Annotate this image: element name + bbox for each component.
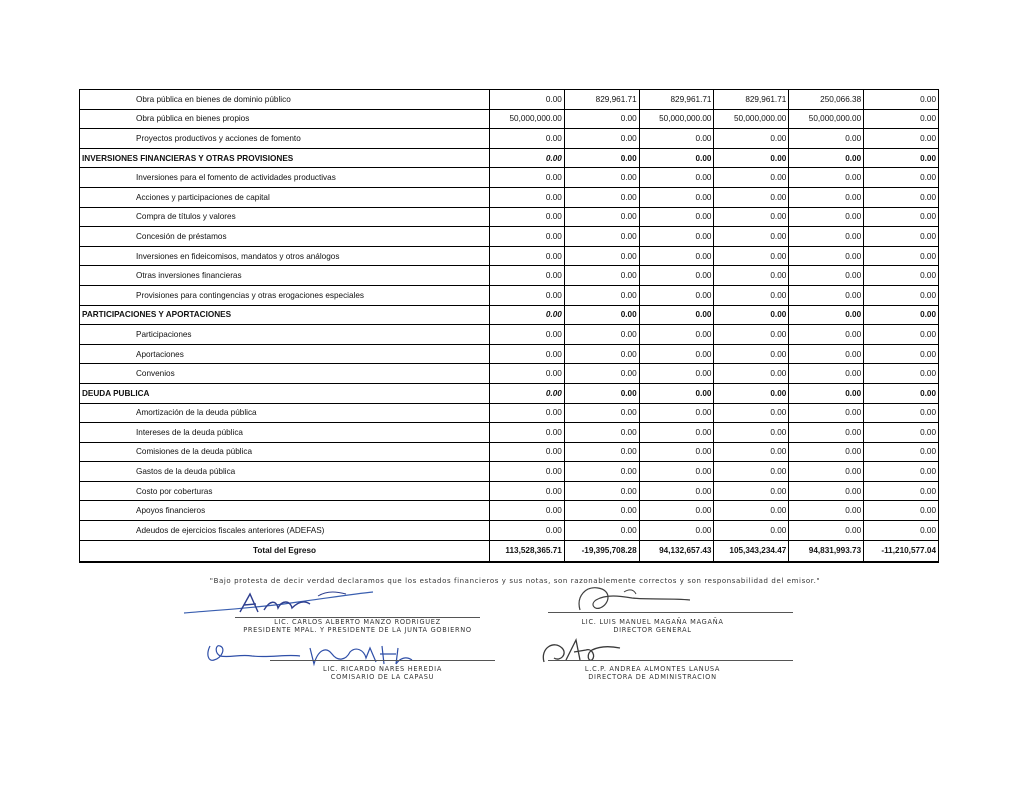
amount-cell: 0.00 xyxy=(864,344,939,364)
table-row xyxy=(80,285,939,305)
table-row xyxy=(80,501,939,521)
amount-cell: 0.00 xyxy=(789,227,864,247)
amount-cell: 0.00 xyxy=(490,364,565,384)
concept-cell: Amortización de la deuda pública xyxy=(80,403,490,423)
amount-cell: 0.00 xyxy=(789,364,864,384)
amount-cell: 0.00 xyxy=(639,187,714,207)
amount-cell: 0.00 xyxy=(639,227,714,247)
amount-cell: 0.00 xyxy=(564,423,639,443)
amount-cell: -11,210,577.04 xyxy=(864,540,939,562)
amount-cell: 0.00 xyxy=(639,325,714,345)
budget-table xyxy=(79,89,939,563)
table-row xyxy=(80,325,939,345)
amount-cell: 0.00 xyxy=(490,148,565,168)
amount-cell: 0.00 xyxy=(564,285,639,305)
amount-cell: 0.00 xyxy=(789,168,864,188)
amount-cell: 0.00 xyxy=(714,207,789,227)
amount-cell: -19,395,708.28 xyxy=(564,540,639,562)
amount-cell: 0.00 xyxy=(714,305,789,325)
table-row xyxy=(80,462,939,482)
concept-cell: Total del Egreso xyxy=(80,540,490,562)
amount-cell: 0.00 xyxy=(864,462,939,482)
amount-cell: 0.00 xyxy=(714,501,789,521)
concept-cell: INVERSIONES FINANCIERAS Y OTRAS PROVISIONES xyxy=(80,148,490,168)
table-row xyxy=(80,481,939,501)
amount-cell: 0.00 xyxy=(714,285,789,305)
amount-cell: 0.00 xyxy=(789,462,864,482)
table-row xyxy=(80,364,939,384)
signature-3-name: LIC. RICARDO NARES HEREDIA xyxy=(322,665,443,673)
amount-cell: 0.00 xyxy=(789,344,864,364)
amount-cell: 0.00 xyxy=(490,129,565,149)
amount-cell: 0.00 xyxy=(789,246,864,266)
amount-cell: 0.00 xyxy=(564,462,639,482)
section-row xyxy=(80,383,939,403)
amount-cell: 250,066.38 xyxy=(789,90,864,110)
amount-cell: 0.00 xyxy=(864,383,939,403)
signature-3-title: COMISARIO DE LA CAPASU xyxy=(330,673,435,681)
amount-cell: 50,000,000.00 xyxy=(789,109,864,129)
signature-2-name: LIC. LUIS MANUEL MAGAÑA MAGAÑA xyxy=(581,618,724,626)
amount-cell: 0.00 xyxy=(789,383,864,403)
amount-cell: 0.00 xyxy=(864,168,939,188)
amount-cell: 0.00 xyxy=(639,285,714,305)
concept-cell: Acciones y participaciones de capital xyxy=(80,187,490,207)
amount-cell: 0.00 xyxy=(789,207,864,227)
concept-cell: Intereses de la deuda pública xyxy=(80,423,490,443)
concept-cell: Obra pública en bienes propios xyxy=(80,109,490,129)
table-row xyxy=(80,403,939,423)
concept-cell: Apoyos financieros xyxy=(80,501,490,521)
section-row xyxy=(80,148,939,168)
amount-cell: 0.00 xyxy=(864,246,939,266)
amount-cell: 0.00 xyxy=(789,285,864,305)
amount-cell: 0.00 xyxy=(789,129,864,149)
amount-cell: 0.00 xyxy=(789,148,864,168)
table-row xyxy=(80,246,939,266)
table-row xyxy=(80,423,939,443)
amount-cell: 829,961.71 xyxy=(714,90,789,110)
table-row xyxy=(80,521,939,541)
amount-cell: 0.00 xyxy=(714,481,789,501)
amount-cell: 0.00 xyxy=(714,462,789,482)
amount-cell: 0.00 xyxy=(490,423,565,443)
amount-cell: 0.00 xyxy=(490,442,565,462)
amount-cell: 0.00 xyxy=(864,129,939,149)
concept-cell: Adeudos de ejercicios fiscales anteriores (ADEFAS) xyxy=(80,521,490,541)
amount-cell: 0.00 xyxy=(564,501,639,521)
amount-cell: 0.00 xyxy=(789,442,864,462)
signature-4-name: L.C.P. ANDREA ALMONTES LANUSA xyxy=(584,665,721,673)
amount-cell: 0.00 xyxy=(714,521,789,541)
concept-cell: Provisiones para contingencias y otras erogaciones especiales xyxy=(80,285,490,305)
amount-cell: 0.00 xyxy=(564,481,639,501)
amount-cell: 94,132,657.43 xyxy=(639,540,714,562)
amount-cell: 0.00 xyxy=(564,187,639,207)
signature-4-line xyxy=(548,660,793,661)
amount-cell: 0.00 xyxy=(864,521,939,541)
amount-cell: 105,343,234.47 xyxy=(714,540,789,562)
amount-cell: 0.00 xyxy=(864,501,939,521)
amount-cell: 0.00 xyxy=(564,305,639,325)
concept-cell: Participaciones xyxy=(80,325,490,345)
signature-1-name: LIC. CARLOS ALBERTO MANZO RODRIGUEZ xyxy=(274,618,441,626)
amount-cell: 0.00 xyxy=(639,344,714,364)
total-row xyxy=(80,540,939,562)
budget-table-body xyxy=(80,90,939,562)
table-row xyxy=(80,187,939,207)
amount-cell: 0.00 xyxy=(789,501,864,521)
amount-cell: 0.00 xyxy=(864,423,939,443)
amount-cell: 0.00 xyxy=(490,207,565,227)
signature-2-line xyxy=(548,612,793,613)
table-row xyxy=(80,442,939,462)
amount-cell: 0.00 xyxy=(714,423,789,443)
concept-cell: Inversiones en fideicomisos, mandatos y otros análogos xyxy=(80,246,490,266)
amount-cell: 0.00 xyxy=(564,403,639,423)
amount-cell: 0.00 xyxy=(864,207,939,227)
amount-cell: 0.00 xyxy=(490,383,565,403)
amount-cell: 0.00 xyxy=(564,266,639,286)
amount-cell: 0.00 xyxy=(864,227,939,247)
concept-cell: Costo por coberturas xyxy=(80,481,490,501)
amount-cell: 0.00 xyxy=(564,129,639,149)
amount-cell: 0.00 xyxy=(714,168,789,188)
table-row xyxy=(80,227,939,247)
amount-cell: 0.00 xyxy=(490,325,565,345)
amount-cell: 0.00 xyxy=(864,305,939,325)
amount-cell: 0.00 xyxy=(714,266,789,286)
amount-cell: 0.00 xyxy=(564,207,639,227)
signature-3-line xyxy=(270,660,495,661)
signature-1-title: PRESIDENTE MPAL. Y PRESIDENTE DE LA JUNTA GOBIERNO xyxy=(243,626,472,634)
amount-cell: 0.00 xyxy=(864,266,939,286)
amount-cell: 0.00 xyxy=(714,383,789,403)
amount-cell: 0.00 xyxy=(490,90,565,110)
amount-cell: 0.00 xyxy=(714,148,789,168)
amount-cell: 0.00 xyxy=(639,266,714,286)
amount-cell: 0.00 xyxy=(564,383,639,403)
amount-cell: 0.00 xyxy=(490,521,565,541)
amount-cell: 0.00 xyxy=(490,481,565,501)
amount-cell: 0.00 xyxy=(639,481,714,501)
amount-cell: 0.00 xyxy=(564,442,639,462)
section-row xyxy=(80,305,939,325)
amount-cell: 0.00 xyxy=(490,305,565,325)
table-row xyxy=(80,129,939,149)
amount-cell: 0.00 xyxy=(564,148,639,168)
amount-cell: 0.00 xyxy=(490,462,565,482)
amount-cell: 0.00 xyxy=(564,227,639,247)
amount-cell: 0.00 xyxy=(789,305,864,325)
amount-cell: 0.00 xyxy=(639,364,714,384)
amount-cell: 0.00 xyxy=(864,364,939,384)
amount-cell: 0.00 xyxy=(639,246,714,266)
table-row xyxy=(80,168,939,188)
concept-cell: Aportaciones xyxy=(80,344,490,364)
amount-cell: 0.00 xyxy=(789,481,864,501)
amount-cell: 50,000,000.00 xyxy=(639,109,714,129)
amount-cell: 0.00 xyxy=(789,423,864,443)
amount-cell: 0.00 xyxy=(490,266,565,286)
amount-cell: 0.00 xyxy=(714,187,789,207)
concept-cell: Compra de títulos y valores xyxy=(80,207,490,227)
amount-cell: 0.00 xyxy=(639,207,714,227)
table-row xyxy=(80,344,939,364)
table-row xyxy=(80,109,939,129)
table-row xyxy=(80,90,939,110)
amount-cell: 0.00 xyxy=(864,481,939,501)
amount-cell: 0.00 xyxy=(714,246,789,266)
amount-cell: 0.00 xyxy=(490,246,565,266)
amount-cell: 0.00 xyxy=(564,246,639,266)
amount-cell: 829,961.71 xyxy=(564,90,639,110)
amount-cell: 0.00 xyxy=(864,325,939,345)
amount-cell: 0.00 xyxy=(564,168,639,188)
amount-cell: 0.00 xyxy=(639,521,714,541)
amount-cell: 0.00 xyxy=(639,403,714,423)
amount-cell: 0.00 xyxy=(564,325,639,345)
amount-cell: 0.00 xyxy=(639,501,714,521)
amount-cell: 0.00 xyxy=(714,129,789,149)
amount-cell: 0.00 xyxy=(564,344,639,364)
concept-cell: Concesión de préstamos xyxy=(80,227,490,247)
amount-cell: 0.00 xyxy=(789,403,864,423)
amount-cell: 0.00 xyxy=(564,364,639,384)
amount-cell: 829,961.71 xyxy=(639,90,714,110)
amount-cell: 0.00 xyxy=(639,148,714,168)
amount-cell: 0.00 xyxy=(639,423,714,443)
concept-cell: DEUDA PUBLICA xyxy=(80,383,490,403)
amount-cell: 0.00 xyxy=(789,187,864,207)
amount-cell: 0.00 xyxy=(639,168,714,188)
amount-cell: 0.00 xyxy=(564,521,639,541)
concept-cell: Comisiones de la deuda pública xyxy=(80,442,490,462)
amount-cell: 0.00 xyxy=(490,227,565,247)
concept-cell: Convenios xyxy=(80,364,490,384)
amount-cell: 0.00 xyxy=(639,383,714,403)
amount-cell: 0.00 xyxy=(639,462,714,482)
concept-cell: Gastos de la deuda pública xyxy=(80,462,490,482)
amount-cell: 0.00 xyxy=(789,266,864,286)
amount-cell: 0.00 xyxy=(714,344,789,364)
concept-cell: Otras inversiones financieras xyxy=(80,266,490,286)
concept-cell: Proyectos productivos y acciones de fomento xyxy=(80,129,490,149)
amount-cell: 0.00 xyxy=(639,442,714,462)
amount-cell: 0.00 xyxy=(490,501,565,521)
amount-cell: 0.00 xyxy=(490,168,565,188)
amount-cell: 0.00 xyxy=(714,403,789,423)
signature-1-scribble xyxy=(178,588,378,618)
amount-cell: 0.00 xyxy=(864,109,939,129)
amount-cell: 0.00 xyxy=(639,129,714,149)
amount-cell: 0.00 xyxy=(864,285,939,305)
concept-cell: PARTICIPACIONES Y APORTACIONES xyxy=(80,305,490,325)
amount-cell: 0.00 xyxy=(714,227,789,247)
amount-cell: 0.00 xyxy=(714,325,789,345)
amount-cell: 50,000,000.00 xyxy=(714,109,789,129)
signature-4-scribble xyxy=(530,636,630,666)
amount-cell: 0.00 xyxy=(789,521,864,541)
signature-3-scribble xyxy=(200,640,430,668)
amount-cell: 113,528,365.71 xyxy=(490,540,565,562)
concept-cell: Inversiones para el fomento de actividades productivas xyxy=(80,168,490,188)
amount-cell: 0.00 xyxy=(714,364,789,384)
signature-2-title: DIRECTOR GENERAL xyxy=(613,626,692,634)
amount-cell: 0.00 xyxy=(864,148,939,168)
concept-cell: Obra pública en bienes de dominio público xyxy=(80,90,490,110)
amount-cell: 0.00 xyxy=(714,442,789,462)
amount-cell: 0.00 xyxy=(864,403,939,423)
amount-cell: 50,000,000.00 xyxy=(490,109,565,129)
signature-2-scribble xyxy=(540,582,720,614)
table-row xyxy=(80,207,939,227)
amount-cell: 0.00 xyxy=(864,442,939,462)
declaration-text: "Bajo protesta de decir verdad declaramos que los estados financieros y sus notas, son razonablemente correctos y son responsabilidad del emisor." xyxy=(209,577,821,585)
amount-cell: 0.00 xyxy=(789,325,864,345)
signature-4-title: DIRECTORA DE ADMINISTRACION xyxy=(588,673,717,681)
amount-cell: 0.00 xyxy=(490,344,565,364)
amount-cell: 0.00 xyxy=(490,187,565,207)
amount-cell: 0.00 xyxy=(490,403,565,423)
amount-cell: 0.00 xyxy=(864,90,939,110)
amount-cell: 0.00 xyxy=(639,305,714,325)
table-row xyxy=(80,266,939,286)
amount-cell: 94,831,993.73 xyxy=(789,540,864,562)
amount-cell: 0.00 xyxy=(490,285,565,305)
amount-cell: 0.00 xyxy=(864,187,939,207)
amount-cell: 0.00 xyxy=(564,109,639,129)
